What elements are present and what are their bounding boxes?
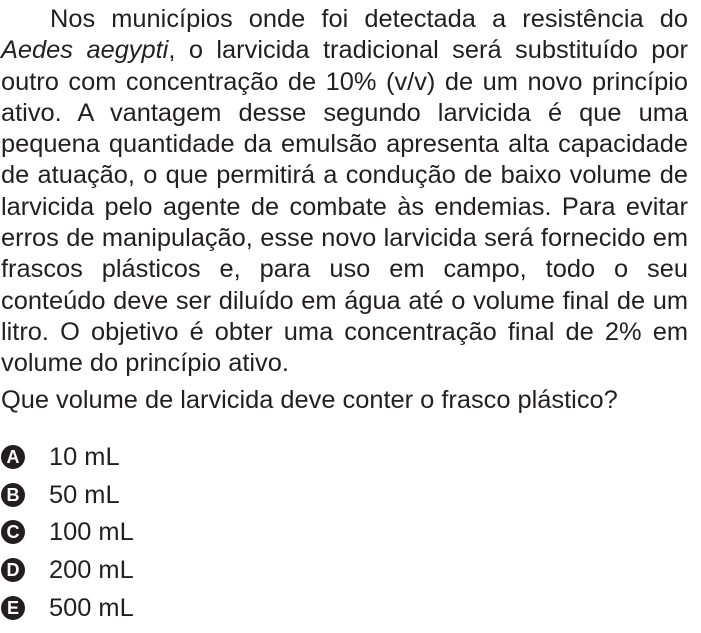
option-a-text: 10 mL — [49, 442, 120, 471]
option-c-text: 100 mL — [49, 518, 134, 547]
option-d-badge: D — [1, 558, 25, 582]
option-c[interactable] — [1, 513, 134, 551]
stem-body: , o larvicida tradicional será substituído por outro com concentração de 10% (v/v) de um novo princípio ativo. A vantagem desse segundo larvicida é que uma pequena quantidade da emulsão apresenta alta capacidade de atuação, o que permitirá a condução de baixo volume de larvicida pelo agente de combate às endemias. Para evitar erros de manipulação, esse novo larvicida será fornecido em frascos plásticos e, para uso em campo, todo o seu conteúdo deve ser diluído em água até o volume final de um litro. O objetivo é obter uma concentração final de 2% em volume do princípio ativo. — [1, 36, 688, 378]
option-d[interactable] — [1, 551, 134, 589]
option-e[interactable] — [1, 589, 134, 627]
option-e-badge: E — [1, 596, 25, 620]
question-prompt: Que volume de larvicida deve conter o frasco plástico? — [1, 386, 618, 414]
option-a[interactable] — [1, 438, 134, 476]
stem-intro: Nos municípios onde foi detectada a resistência do — [50, 5, 688, 33]
option-a-badge: A — [1, 445, 25, 469]
question-stem — [1, 4, 688, 380]
option-c-badge: C — [1, 520, 25, 544]
answer-options — [1, 438, 134, 626]
option-d-text: 200 mL — [49, 555, 134, 584]
option-b-badge: B — [1, 483, 25, 507]
stem-species: Aedes aegypti — [1, 36, 169, 65]
option-e-text: 500 mL — [49, 593, 134, 622]
option-b-text: 50 mL — [49, 480, 120, 509]
option-b[interactable] — [1, 476, 134, 514]
